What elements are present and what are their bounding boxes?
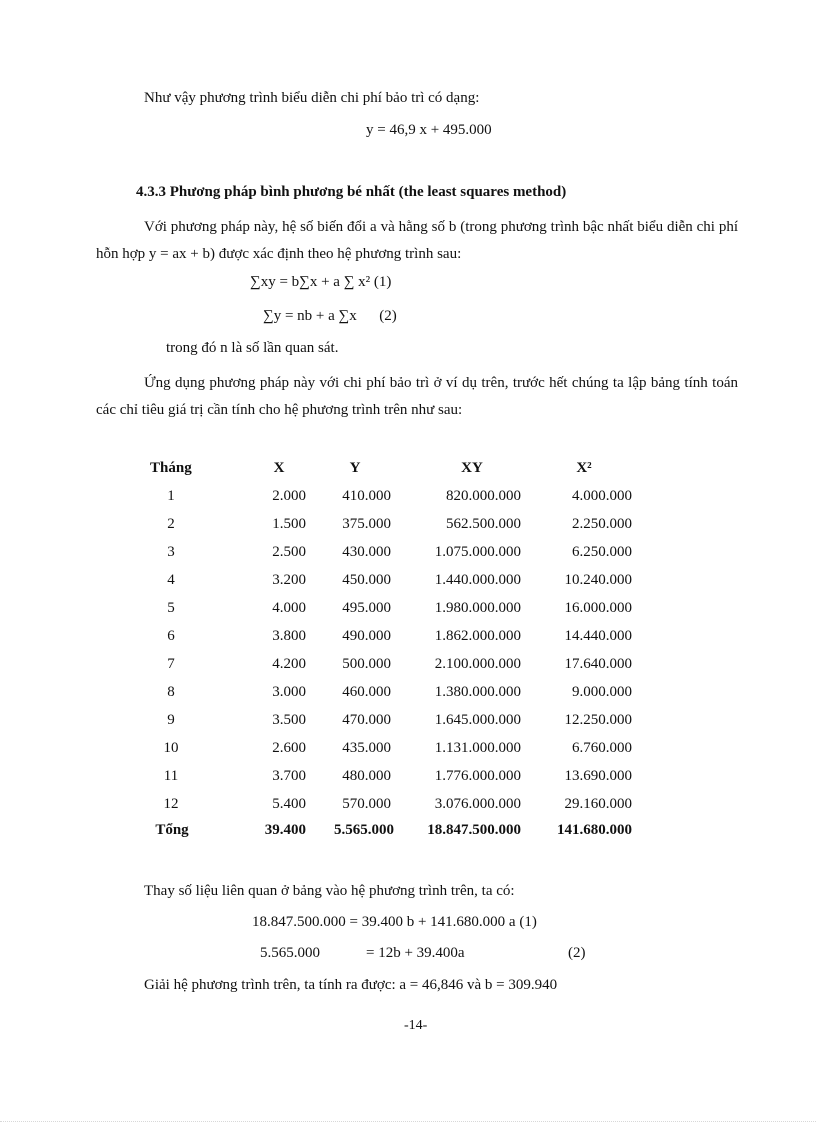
system-equation-2-left: 5.565.000 <box>260 945 320 961</box>
header-month: Tháng <box>150 460 192 476</box>
cell-month: 7 <box>167 656 175 672</box>
cell-y: 500.000 <box>342 656 391 672</box>
equation-main: y = 46,9 x + 495.000 <box>366 122 492 138</box>
cell-y: 495.000 <box>342 600 391 616</box>
formula-2-text: ∑y = nb + a ∑x (2) <box>263 308 397 324</box>
cell-xy: 3.076.000.000 <box>434 796 521 812</box>
cell-x-squared: 4.000.000 <box>572 488 632 504</box>
total-x: 39.400 <box>264 822 306 838</box>
cell-xy: 820.000.000 <box>446 488 521 504</box>
cell-y: 430.000 <box>342 544 391 560</box>
cell-x: 4.000 <box>272 600 306 616</box>
table-row <box>0 572 816 600</box>
system-equation-2-right: = 12b + 39.400a <box>366 945 465 961</box>
cell-x-squared: 12.250.000 <box>564 712 632 728</box>
cell-x-squared: 6.250.000 <box>572 544 632 560</box>
table-row <box>0 488 816 516</box>
cell-month: 10 <box>163 740 179 756</box>
cell-xy: 1.440.000.000 <box>434 572 521 588</box>
table-header-row <box>0 460 816 488</box>
formula-2 <box>263 308 397 325</box>
table-row <box>0 516 816 544</box>
table-row <box>0 656 816 684</box>
cell-y: 570.000 <box>342 796 391 812</box>
header-y: Y <box>349 460 361 476</box>
paragraph-2 <box>96 370 738 424</box>
table-row <box>0 600 816 628</box>
table-row <box>0 768 816 796</box>
table-row <box>0 796 816 824</box>
substitution-line: Thay số liệu liên quan ở bảng vào hệ phương trình trên, ta có: <box>144 883 515 899</box>
header-x-squared: X² <box>576 460 592 476</box>
formula-1: ∑xy = b∑x + a ∑ x² (1) <box>250 274 392 290</box>
cell-y: 460.000 <box>342 684 391 700</box>
cell-x: 3.200 <box>272 572 306 588</box>
system-equation-2-number: (2) <box>568 945 586 961</box>
cell-y: 375.000 <box>342 516 391 532</box>
cell-xy: 1.131.000.000 <box>434 740 521 756</box>
cell-x-squared: 16.000.000 <box>564 600 632 616</box>
cell-month: 2 <box>167 516 175 532</box>
cell-y: 480.000 <box>342 768 391 784</box>
cell-y: 410.000 <box>342 488 391 504</box>
cell-x: 2.000 <box>272 488 306 504</box>
paragraph-1 <box>96 214 738 268</box>
cell-x-squared: 29.160.000 <box>564 796 632 812</box>
cell-xy: 2.100.000.000 <box>434 656 521 672</box>
cell-month: 4 <box>167 572 175 588</box>
cell-x: 4.200 <box>272 656 306 672</box>
cell-x: 5.400 <box>272 796 306 812</box>
cell-x: 3.500 <box>272 712 306 728</box>
cell-month: 6 <box>167 628 175 644</box>
cell-xy: 562.500.000 <box>446 516 521 532</box>
cell-xy: 1.075.000.000 <box>434 544 521 560</box>
cell-month: 11 <box>163 768 179 784</box>
cell-x-squared: 9.000.000 <box>572 684 632 700</box>
cell-xy: 1.862.000.000 <box>434 628 521 644</box>
cell-x: 3.700 <box>272 768 306 784</box>
cell-x: 2.500 <box>272 544 306 560</box>
solution-line: Giải hệ phương trình trên, ta tính ra được: a = 46,846 và b = 309.940 <box>144 977 558 993</box>
cell-y: 470.000 <box>342 712 391 728</box>
cell-month: 1 <box>167 488 175 504</box>
page-number: -14- <box>404 1018 428 1033</box>
section-heading: 4.3.3 Phương pháp bình phương bé nhất (the least squares method) <box>136 184 567 200</box>
total-label: Tổng <box>155 822 189 838</box>
cell-y: 450.000 <box>342 572 391 588</box>
table-row <box>0 684 816 712</box>
page-bottom-border <box>0 1121 816 1122</box>
total-x-squared: 141.680.000 <box>557 822 632 838</box>
table-row <box>0 740 816 768</box>
cell-x-squared: 2.250.000 <box>572 516 632 532</box>
cell-x-squared: 17.640.000 <box>564 656 632 672</box>
cell-month: 3 <box>167 544 175 560</box>
cell-month: 9 <box>167 712 175 728</box>
paragraph-1-text: Với phương pháp này, hệ số biến đổi a và hằng số b (trong phương trình bậc nhất biểu diễn chi phí hỗn hợp y = ax + b) được xác định theo hệ phương trình sau: <box>96 219 738 262</box>
cell-x-squared: 6.760.000 <box>572 740 632 756</box>
table-row <box>0 712 816 740</box>
table-total-row <box>0 822 816 850</box>
cell-month: 12 <box>163 796 179 812</box>
cell-xy: 1.980.000.000 <box>434 600 521 616</box>
header-xy: XY <box>461 460 483 476</box>
header-x: X <box>273 460 285 476</box>
cell-x-squared: 13.690.000 <box>564 768 632 784</box>
cell-x-squared: 10.240.000 <box>564 572 632 588</box>
cell-xy: 1.776.000.000 <box>434 768 521 784</box>
cell-y: 490.000 <box>342 628 391 644</box>
intro-line: Như vậy phương trình biểu diễn chi phí bảo trì có dạng: <box>144 90 480 106</box>
total-xy: 18.847.500.000 <box>427 822 521 838</box>
cell-x: 2.600 <box>272 740 306 756</box>
cell-y: 435.000 <box>342 740 391 756</box>
total-y: 5.565.000 <box>334 822 394 838</box>
cell-x: 3.800 <box>272 628 306 644</box>
cell-month: 5 <box>167 600 175 616</box>
paragraph-2-text: Ứng dụng phương pháp này với chi phí bảo trì ở ví dụ trên, trước hết chúng ta lập bảng tính toán các chỉ tiêu giá trị cần tính cho hệ phương trình trên như sau: <box>96 375 738 418</box>
cell-x-squared: 14.440.000 <box>564 628 632 644</box>
table-row <box>0 628 816 656</box>
cell-x: 1.500 <box>272 516 306 532</box>
system-equation-1: 18.847.500.000 = 39.400 b + 141.680.000 a (1) <box>252 914 537 930</box>
table-row <box>0 544 816 572</box>
formula-note: trong đó n là số lần quan sát. <box>166 340 339 356</box>
cell-xy: 1.645.000.000 <box>434 712 521 728</box>
cell-xy: 1.380.000.000 <box>434 684 521 700</box>
cell-month: 8 <box>167 684 175 700</box>
cell-x: 3.000 <box>272 684 306 700</box>
